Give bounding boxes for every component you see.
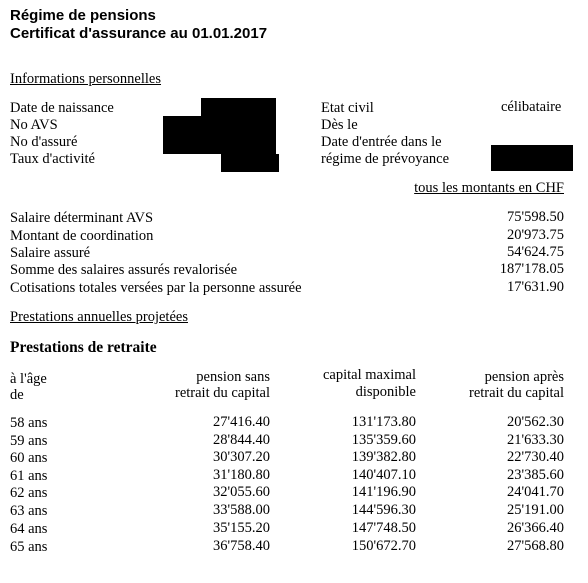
table-cell: 23'385.60 bbox=[507, 467, 564, 483]
table-cell-age: 62 ans bbox=[10, 485, 48, 501]
document-title: Régime de pensions bbox=[10, 7, 156, 24]
label-insured-number: No d'assuré bbox=[10, 134, 78, 150]
amount-value: 54'624.75 bbox=[507, 244, 564, 260]
amount-value: 20'973.75 bbox=[507, 227, 564, 243]
section-title-personal: Informations personnelles bbox=[10, 71, 162, 87]
table-cell: 25'191.00 bbox=[507, 502, 564, 518]
label-entry-date-line1: Date d'entrée dans le bbox=[321, 134, 442, 150]
table-cell: 131'173.80 bbox=[351, 414, 416, 430]
table-cell: 21'633.30 bbox=[507, 432, 564, 448]
amount-value: 17'631.90 bbox=[507, 279, 564, 295]
amount-label: Montant de coordination bbox=[10, 228, 154, 244]
column-header-max-capital: capital maximal bbox=[322, 367, 416, 383]
table-cell: 27'568.80 bbox=[507, 538, 564, 554]
table-cell-age: 59 ans bbox=[10, 433, 48, 449]
table-cell: 31'180.80 bbox=[213, 467, 270, 483]
table-cell: 36'758.40 bbox=[213, 538, 270, 554]
label-avs-number: No AVS bbox=[10, 117, 58, 133]
table-cell: 24'041.70 bbox=[507, 484, 564, 500]
redaction-box bbox=[221, 154, 279, 172]
column-header-pension-without: pension sans bbox=[196, 369, 270, 385]
table-cell: 150'672.70 bbox=[351, 538, 416, 554]
section-subtitle-retirement: Prestations de retraite bbox=[10, 339, 157, 356]
table-cell: 141'196.90 bbox=[351, 484, 416, 500]
amount-label: Salaire assuré bbox=[10, 245, 91, 261]
table-cell-age: 61 ans bbox=[10, 468, 48, 484]
label-activity-rate: Taux d'activité bbox=[10, 151, 95, 167]
column-header-pension-after: retrait du capital bbox=[468, 385, 564, 401]
table-cell: 26'366.40 bbox=[507, 520, 564, 536]
table-cell: 30'307.20 bbox=[213, 449, 270, 465]
table-cell: 147'748.50 bbox=[351, 520, 416, 536]
table-cell-age: 64 ans bbox=[10, 521, 48, 537]
amount-label: Cotisations totales versées par la personne assurée bbox=[10, 280, 302, 296]
table-cell: 144'596.30 bbox=[351, 502, 416, 518]
amount-value: 187'178.05 bbox=[499, 261, 564, 277]
table-cell: 33'588.00 bbox=[213, 502, 270, 518]
table-cell: 28'844.40 bbox=[213, 432, 270, 448]
table-cell: 35'155.20 bbox=[213, 520, 270, 536]
value-civil-status: célibataire bbox=[501, 99, 562, 115]
column-header-pension-without: retrait du capital bbox=[174, 385, 270, 401]
table-cell-age: 60 ans bbox=[10, 450, 48, 466]
redaction-box bbox=[491, 145, 573, 171]
column-header-pension-after: pension après bbox=[484, 369, 564, 385]
table-cell: 135'359.60 bbox=[351, 432, 416, 448]
amount-label: Salaire déterminant AVS bbox=[10, 210, 154, 226]
amount-label: Somme des salaires assurés revalorisée bbox=[10, 262, 238, 278]
table-cell-age: 65 ans bbox=[10, 539, 48, 555]
label-entry-date-line2: régime de prévoyance bbox=[321, 151, 450, 167]
table-cell-age: 63 ans bbox=[10, 503, 48, 519]
column-header-age: de bbox=[10, 387, 24, 403]
table-cell: 32'055.60 bbox=[213, 484, 270, 500]
currency-note: tous les montants en CHF bbox=[414, 180, 564, 196]
column-header-age: à l'âge bbox=[10, 371, 47, 387]
section-title-benefits: Prestations annuelles projetées bbox=[10, 309, 188, 325]
amount-value: 75'598.50 bbox=[507, 209, 564, 225]
label-since: Dès le bbox=[321, 117, 358, 133]
redaction-box bbox=[163, 116, 276, 135]
table-cell: 139'382.80 bbox=[351, 449, 416, 465]
table-cell: 27'416.40 bbox=[213, 414, 270, 430]
document-subtitle: Certificat d'assurance au 01.01.2017 bbox=[10, 25, 268, 42]
label-civil-status: Etat civil bbox=[321, 100, 374, 116]
label-birth-date: Date de naissance bbox=[10, 100, 114, 116]
table-cell: 140'407.10 bbox=[351, 467, 416, 483]
table-cell-age: 58 ans bbox=[10, 415, 48, 431]
table-cell: 20'562.30 bbox=[507, 414, 564, 430]
redaction-box bbox=[201, 98, 276, 116]
redaction-box bbox=[163, 134, 276, 154]
table-cell: 22'730.40 bbox=[507, 449, 564, 465]
column-header-max-capital: disponible bbox=[355, 384, 416, 400]
